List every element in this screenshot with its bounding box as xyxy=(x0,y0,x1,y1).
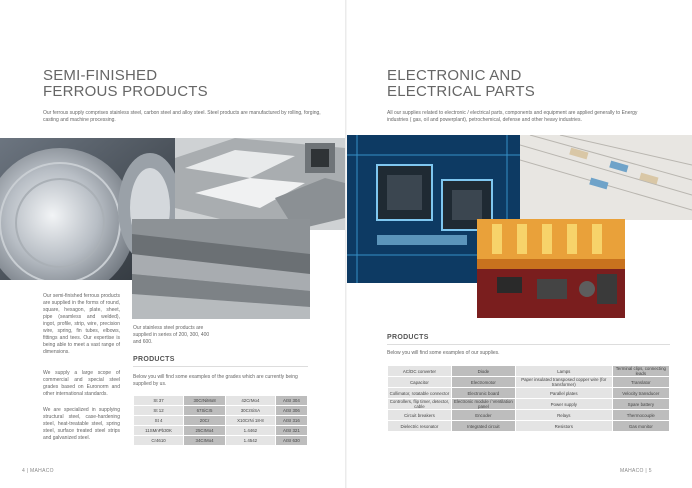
grade-cell: AISI 321 xyxy=(275,426,307,436)
grade-cell: Cr4610 xyxy=(134,436,184,446)
part-cell: Encoder xyxy=(451,410,515,421)
grade-row xyxy=(134,416,308,426)
part-row xyxy=(388,421,670,432)
grade-cell: AISI 316 xyxy=(275,416,307,426)
right-products-rule xyxy=(387,344,670,345)
grade-cell: 42CrMo4 xyxy=(225,396,275,406)
part-cell: Controllers, flip timer, detector, cable xyxy=(388,399,452,410)
part-cell: Gas monitor xyxy=(612,421,669,432)
left-title-line2: FERROUS PRODUCTS xyxy=(43,83,208,100)
grade-cell: St 12 xyxy=(134,406,184,416)
part-cell: Relays xyxy=(515,410,612,421)
part-row xyxy=(388,388,670,399)
left-body-para-2: We supply a large scope of commercial and special steel grades based on Euronorm and other international standards. xyxy=(43,370,120,397)
right-page xyxy=(347,0,692,488)
part-cell: Spare battery xyxy=(612,399,669,410)
electrical-parts-table xyxy=(387,365,670,432)
left-products-heading: PRODUCTS xyxy=(133,356,175,363)
part-cell: Collimator, rotatable connector xyxy=(388,388,452,399)
stainless-note: Our stainless steel products are supplied in series of 200, 300, 400 and 600. xyxy=(133,325,210,345)
left-body-para-3: We are specialized in supplying structural steel, case-hardening steel, heat-treatable steel, spring steel, surface treated steel strips and galvanized steel. xyxy=(43,407,120,441)
steel-tubes-photo xyxy=(175,138,345,230)
right-products-heading: PRODUCTS xyxy=(387,334,429,341)
part-cell: Translator xyxy=(612,377,669,388)
grade-cell: AISI 630 xyxy=(275,436,307,446)
left-intro: Our ferrous supply comprises stainless steel, carbon steel and alloy steel. Steel products are manufactured by rolling, forging, casting and machine processing. xyxy=(43,110,321,123)
grade-cell: X10CrNi 18-8 xyxy=(225,416,275,426)
grade-row xyxy=(134,406,308,416)
left-page xyxy=(0,0,345,488)
grade-cell: 1.4462 xyxy=(225,426,275,436)
part-row xyxy=(388,410,670,421)
part-cell: Thermocouple xyxy=(612,410,669,421)
part-cell: AC/DC converter xyxy=(388,366,452,377)
grade-cell: 67SiCr5 xyxy=(184,406,226,416)
grade-cell: St 4 xyxy=(134,416,184,426)
grade-cell: AISI 304 xyxy=(275,396,307,406)
grade-cell: 20Cr xyxy=(184,416,226,426)
part-cell: Electronic module / Ventilation panel xyxy=(451,399,515,410)
grade-cell: 30CrSiSA xyxy=(225,406,275,416)
part-cell: Lamps xyxy=(515,366,612,377)
resistors-photo xyxy=(520,135,692,220)
part-row xyxy=(388,399,670,410)
part-cell: Parallel plates xyxy=(515,388,612,399)
part-row xyxy=(388,366,670,377)
grade-cell: St 37 xyxy=(134,396,184,406)
grade-cell: 1.4542 xyxy=(225,436,275,446)
right-title-line2: ELECTRICAL PARTS xyxy=(387,83,535,100)
right-page-title xyxy=(387,68,535,100)
part-cell: Electronic board xyxy=(451,388,515,399)
left-title-line1: SEMI-FINISHED xyxy=(43,67,158,84)
part-cell: Terminal clips, connecting leads xyxy=(612,366,669,377)
right-page-footer: MAHACO | 5 xyxy=(620,468,652,474)
grade-row xyxy=(134,396,308,406)
grade-row xyxy=(134,436,308,446)
grade-row xyxy=(134,426,308,436)
part-cell: Capacitor xyxy=(388,377,452,388)
part-cell: Resistors xyxy=(515,421,612,432)
part-cell: Diode xyxy=(451,366,515,377)
grade-cell: 25CrMo4 xyxy=(184,426,226,436)
grade-cell: 11SMnPb30K xyxy=(134,426,184,436)
left-products-rule xyxy=(133,366,308,367)
left-page-footer: 4 | MAHACO xyxy=(22,468,54,474)
grade-cell: AISI 306 xyxy=(275,406,307,416)
right-intro: All our supplies related to electronic / electrical parts, components and equipment are applied generally to Energy industries ( gas, oil and powerplant), petrochemical, defense and other heavy industries. xyxy=(387,110,638,123)
left-body-para-1: Our semi-finished ferrous products are supplied in the forms of round, square, hexagon, plate, sheet, pipe (seamless and welded), ingot, profile, strip, wire, precision wire, spring, fin tubes, elbows, fittings and tees. Our expertise is being able to meet a vast range of dimensions. xyxy=(43,293,120,355)
part-cell: Paper insulated transposed copper wire (for transformer) xyxy=(515,377,612,388)
part-row xyxy=(388,377,670,388)
part-cell: Velocity transducer xyxy=(612,388,669,399)
part-cell: Integrated circuit xyxy=(451,421,515,432)
steel-grades-table xyxy=(133,395,308,446)
part-cell: Electromotor xyxy=(451,377,515,388)
steel-plates-photo xyxy=(132,219,310,319)
left-page-title xyxy=(43,68,208,100)
part-cell: Circuit breakers xyxy=(388,410,452,421)
grade-cell: 30CrNiMo8 xyxy=(184,396,226,406)
left-products-intro: Below you will find some examples of the grades which are currently being supplied by us. xyxy=(133,374,298,387)
part-cell: Dielectric resonator xyxy=(388,421,452,432)
part-cell: Power supply xyxy=(515,399,612,410)
electronic-components-photo xyxy=(477,219,625,318)
right-products-intro: Below you will find some examples of our supplies. xyxy=(387,350,500,356)
right-title-line1: ELECTRONIC AND xyxy=(387,67,522,84)
grade-cell: 34CrMo4 xyxy=(184,436,226,446)
